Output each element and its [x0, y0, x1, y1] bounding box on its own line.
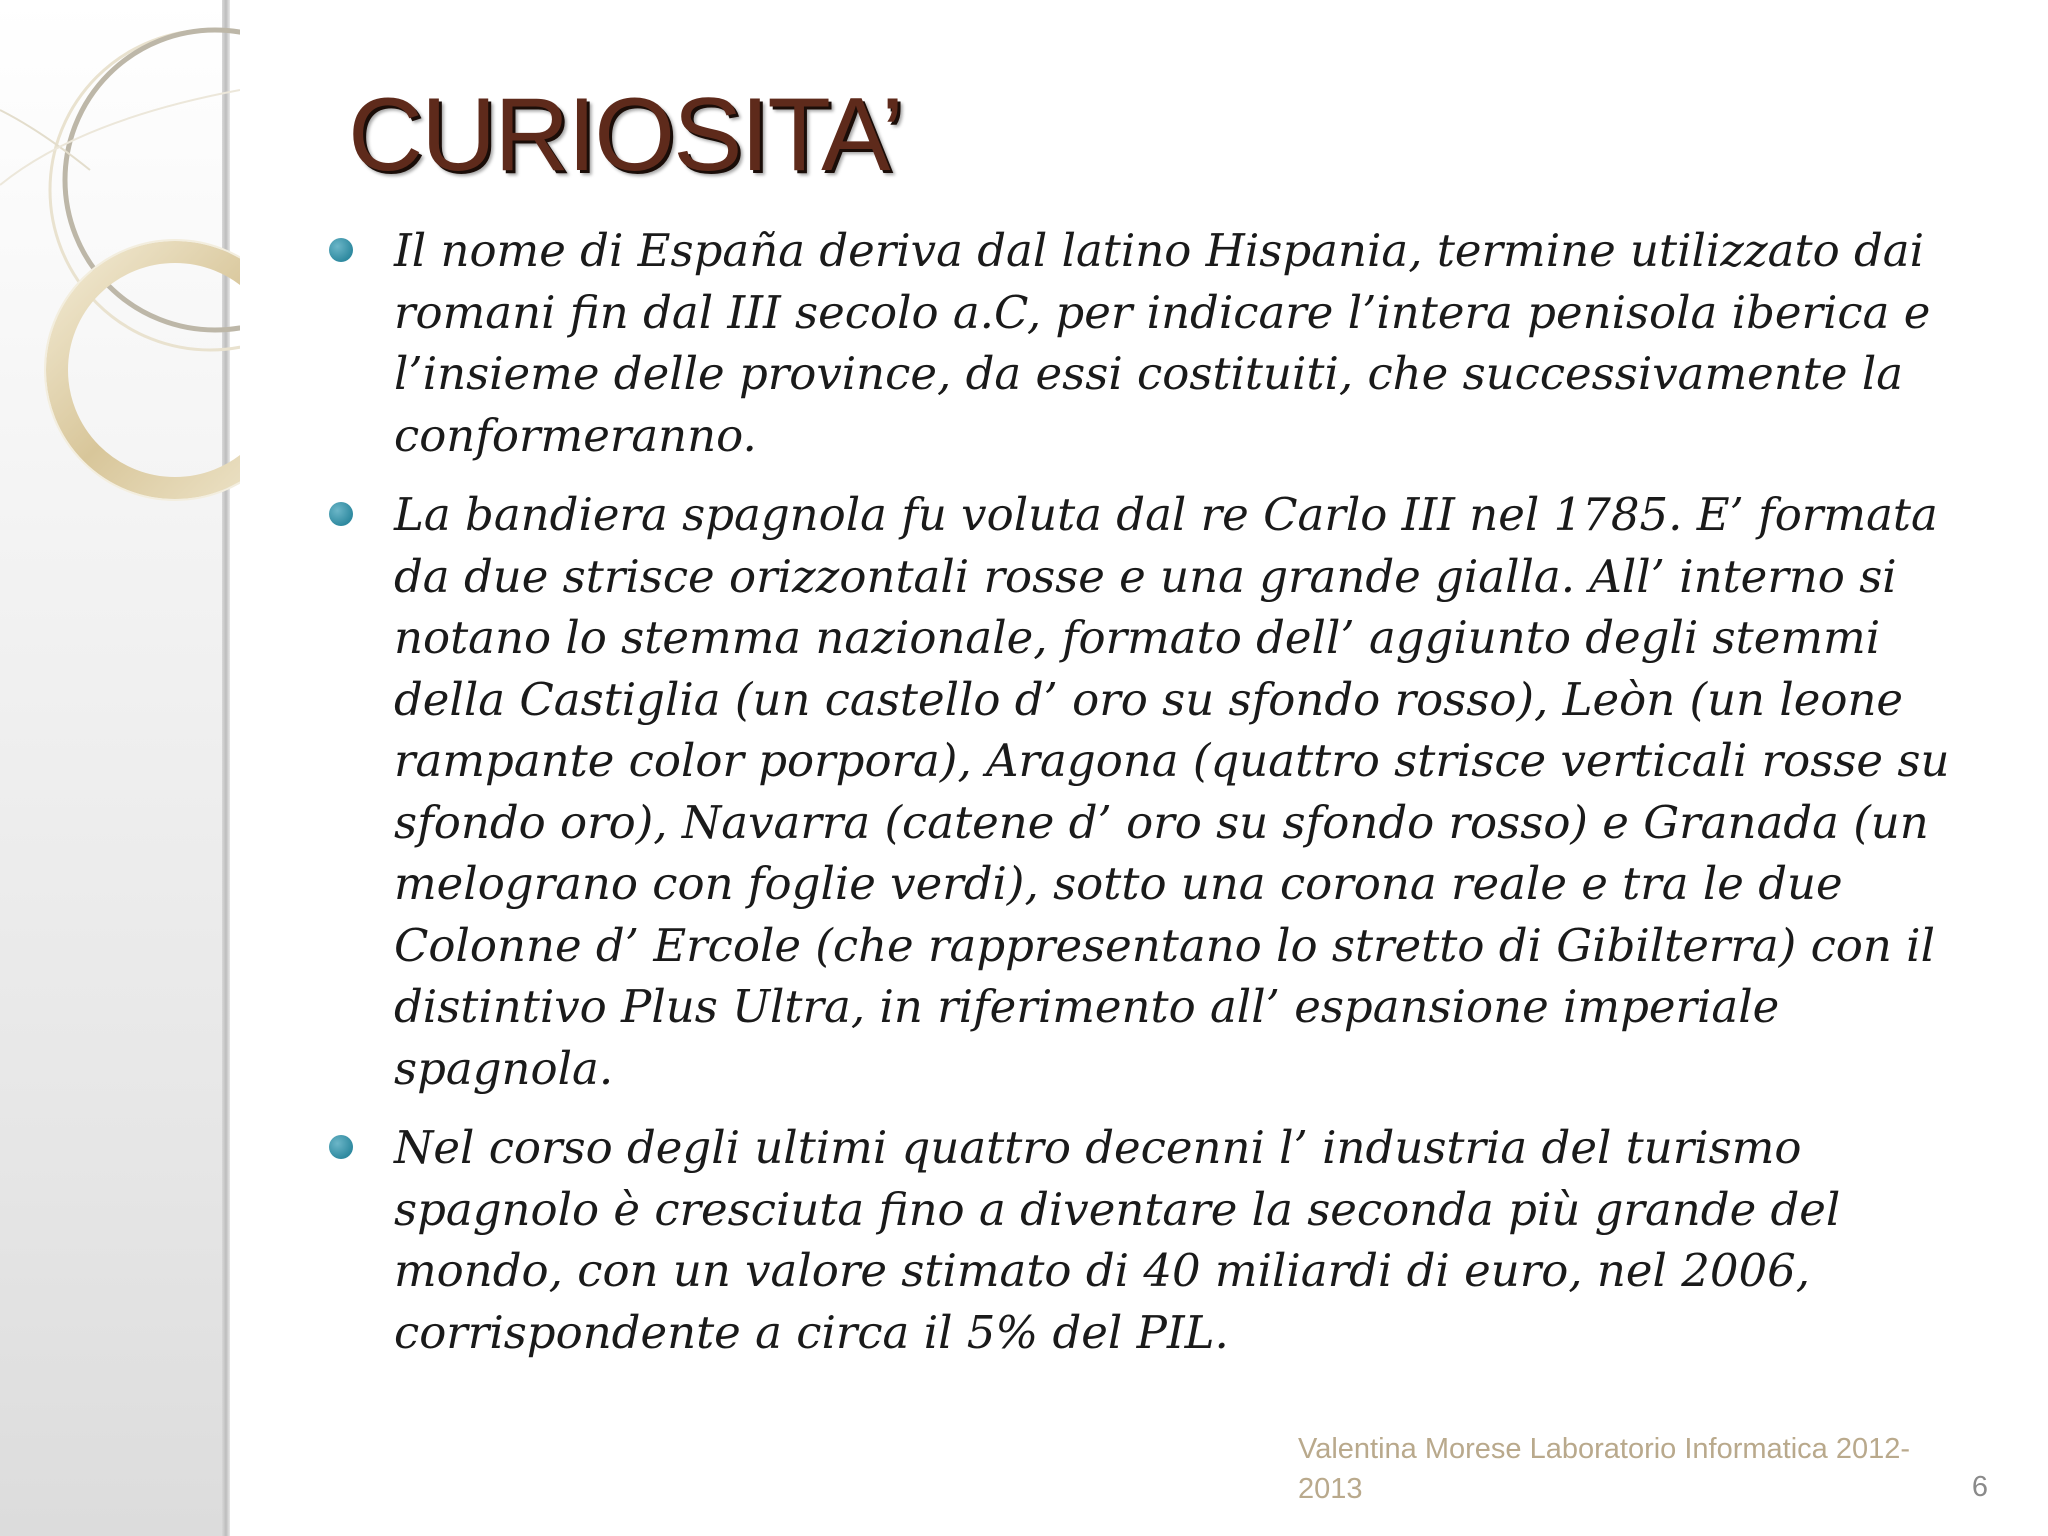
- decorative-rings: [0, 0, 240, 520]
- bullet-dot-icon: [329, 238, 353, 262]
- bullet-dot-icon: [329, 1135, 353, 1159]
- bullet-text: Il nome di España deriva dal latino Hispania, termine utilizzato dai romani fin dal III secolo a.C, per indicare l’intera penisola iberica e l’insieme delle province, da essi costituiti, che successivamente la conformeranno.: [394, 224, 1931, 462]
- bullet-item-name-origin: [326, 220, 1986, 466]
- footer-author: Valentina Morese Laboratorio Informatica 2012-2013: [1298, 1433, 1911, 1505]
- page-number: 6: [1971, 1471, 1988, 1503]
- slide-title: CURIOSITA’: [348, 77, 902, 193]
- bullet-dot-icon: [329, 502, 353, 526]
- bullet-list: [326, 220, 1986, 1381]
- bullet-item-flag: [326, 484, 1986, 1099]
- bullet-item-tourism: [326, 1117, 1986, 1363]
- bullet-text: Nel corso degli ultimi quattro decenni l’ industria del turismo spagnolo è cresciuta fino a diventare la seconda più grande del mondo, con un valore stimato di 40 miliardi di euro, nel 2006, corrispondente a circa il 5% del PIL.: [394, 1121, 1841, 1359]
- bullet-text: La bandiera spagnola fu voluta dal re Carlo III nel 1785. E’ formata da due strisce orizzontali rosse e una grande gialla. All’ interno si notano lo stemma nazionale, formato dell’ aggiunto degli stemmi della Castiglia (un castello d’ oro su sfondo rosso), Leòn (un leone rampante color porpora), Aragona (quattro strisce verticali rosse su sfondo oro), Navarra (catene d’ oro su sfondo rosso) e Granada (un melograno con foglie verdi), sotto una corona reale e tra le due Colonne d’ Ercole (che rappresentano lo stretto di Gibilterra) con il distintivo Plus Ultra, in riferimento all’ espansione imperiale spagnola.: [394, 488, 1950, 1095]
